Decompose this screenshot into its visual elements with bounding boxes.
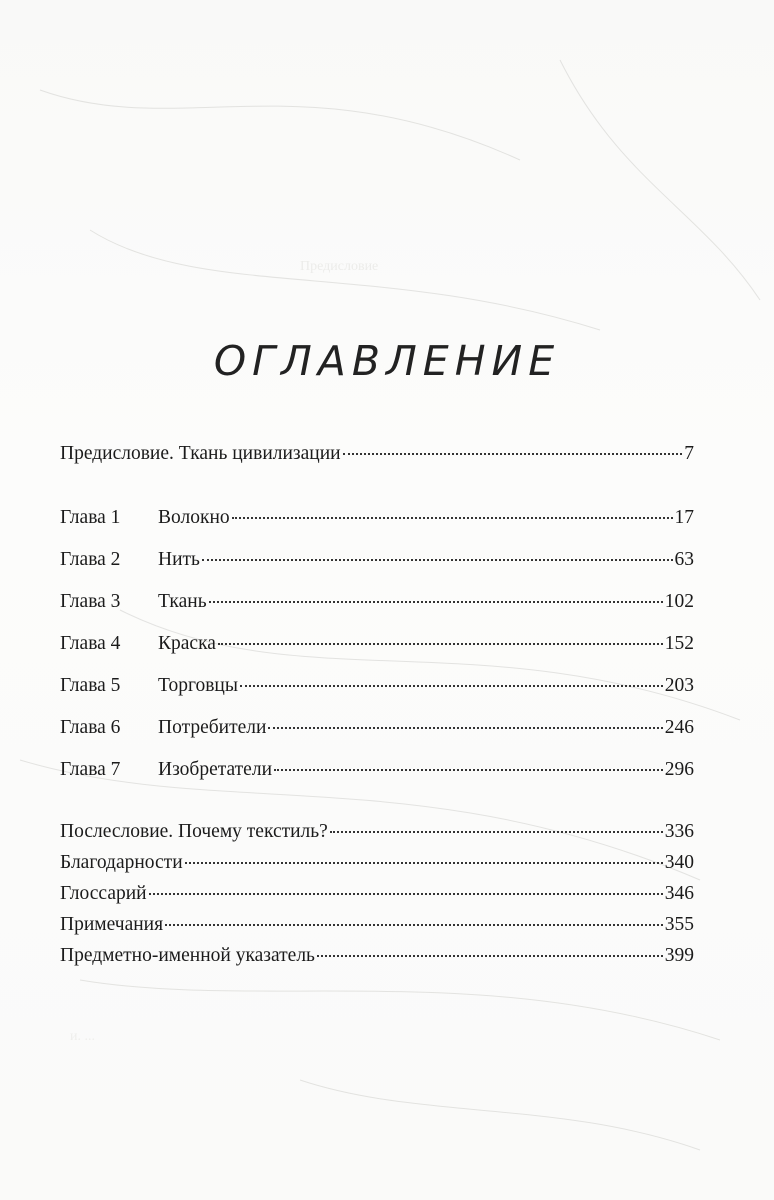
toc-entry-label: Глоссарий bbox=[60, 883, 147, 904]
toc-page-number: 399 bbox=[664, 945, 694, 966]
chapter-number: Глава 5 bbox=[60, 675, 121, 696]
toc-entry-chapter-5[interactable] bbox=[60, 674, 694, 698]
chapter-number: Глава 2 bbox=[60, 549, 121, 570]
chapter-title: Краска bbox=[158, 633, 216, 654]
toc-entry-notes[interactable] bbox=[60, 913, 694, 937]
toc-entry-preface[interactable] bbox=[60, 442, 694, 466]
chapter-number: Глава 4 bbox=[60, 633, 121, 654]
leader-dots bbox=[343, 453, 683, 455]
leader-dots bbox=[268, 727, 662, 729]
toc-page-number: 336 bbox=[664, 821, 694, 842]
leader-dots bbox=[218, 643, 663, 645]
toc-page-number: 7 bbox=[684, 443, 694, 464]
leader-dots bbox=[149, 893, 663, 895]
toc-entry-label: Послесловие. Почему текстиль? bbox=[60, 821, 328, 842]
chapter-title: Нить bbox=[158, 549, 200, 570]
chapter-number: Глава 3 bbox=[60, 591, 121, 612]
leader-dots bbox=[209, 601, 663, 603]
leader-dots bbox=[240, 685, 663, 687]
leader-dots bbox=[232, 517, 673, 519]
chapter-title: Волокно bbox=[158, 507, 230, 528]
leader-dots bbox=[165, 924, 663, 926]
toc-entry-chapter-7[interactable] bbox=[60, 758, 694, 782]
toc-page-number: 17 bbox=[674, 507, 694, 528]
toc-entry-index[interactable] bbox=[60, 944, 694, 968]
svg-text:и. ...: и. ... bbox=[70, 1029, 95, 1044]
toc-page-number: 346 bbox=[664, 883, 694, 904]
toc-page-number: 340 bbox=[664, 852, 694, 873]
toc-page-number: 102 bbox=[664, 591, 694, 612]
toc-entry-chapter-4[interactable] bbox=[60, 632, 694, 656]
toc-entry-afterword[interactable] bbox=[60, 820, 694, 844]
toc-page-number: 63 bbox=[674, 549, 694, 570]
toc-page-number: 152 bbox=[664, 633, 694, 654]
toc-page-number: 246 bbox=[664, 717, 694, 738]
toc-entry-chapter-2[interactable] bbox=[60, 548, 694, 572]
chapter-title: Ткань bbox=[158, 591, 207, 612]
leader-dots bbox=[317, 955, 663, 957]
chapter-title: Потребители bbox=[158, 717, 267, 738]
toc-entry-label: Примечания bbox=[60, 914, 164, 935]
toc-entry-chapter-3[interactable] bbox=[60, 590, 694, 614]
leader-dots bbox=[274, 769, 663, 771]
svg-text:Предисловие: Предисловие bbox=[300, 259, 379, 274]
chapter-number: Глава 7 bbox=[60, 759, 121, 780]
leader-dots bbox=[185, 862, 663, 864]
chapter-title: Торговцы bbox=[158, 675, 238, 696]
toc-page-number: 355 bbox=[664, 914, 694, 935]
chapter-number: Глава 6 bbox=[60, 717, 121, 738]
toc-page-number: 296 bbox=[664, 759, 694, 780]
toc-entry-chapter-1[interactable] bbox=[60, 506, 694, 530]
toc-title: ОГЛАВЛЕНИЕ bbox=[213, 337, 561, 385]
toc-page-number: 203 bbox=[664, 675, 694, 696]
leader-dots bbox=[202, 559, 673, 561]
chapter-number: Глава 1 bbox=[60, 507, 121, 528]
toc-entry-label: Предметно-именной указатель bbox=[60, 945, 315, 966]
toc-entry-chapter-6[interactable] bbox=[60, 716, 694, 740]
toc-entry-label: Предисловие. Ткань цивилизации bbox=[60, 443, 341, 464]
toc-entry-glossary[interactable] bbox=[60, 882, 694, 906]
toc-entry-label: Благодарности bbox=[60, 852, 183, 873]
toc-entry-acknowledgements[interactable] bbox=[60, 851, 694, 875]
leader-dots bbox=[330, 831, 663, 833]
chapter-title: Изобретатели bbox=[158, 759, 273, 780]
